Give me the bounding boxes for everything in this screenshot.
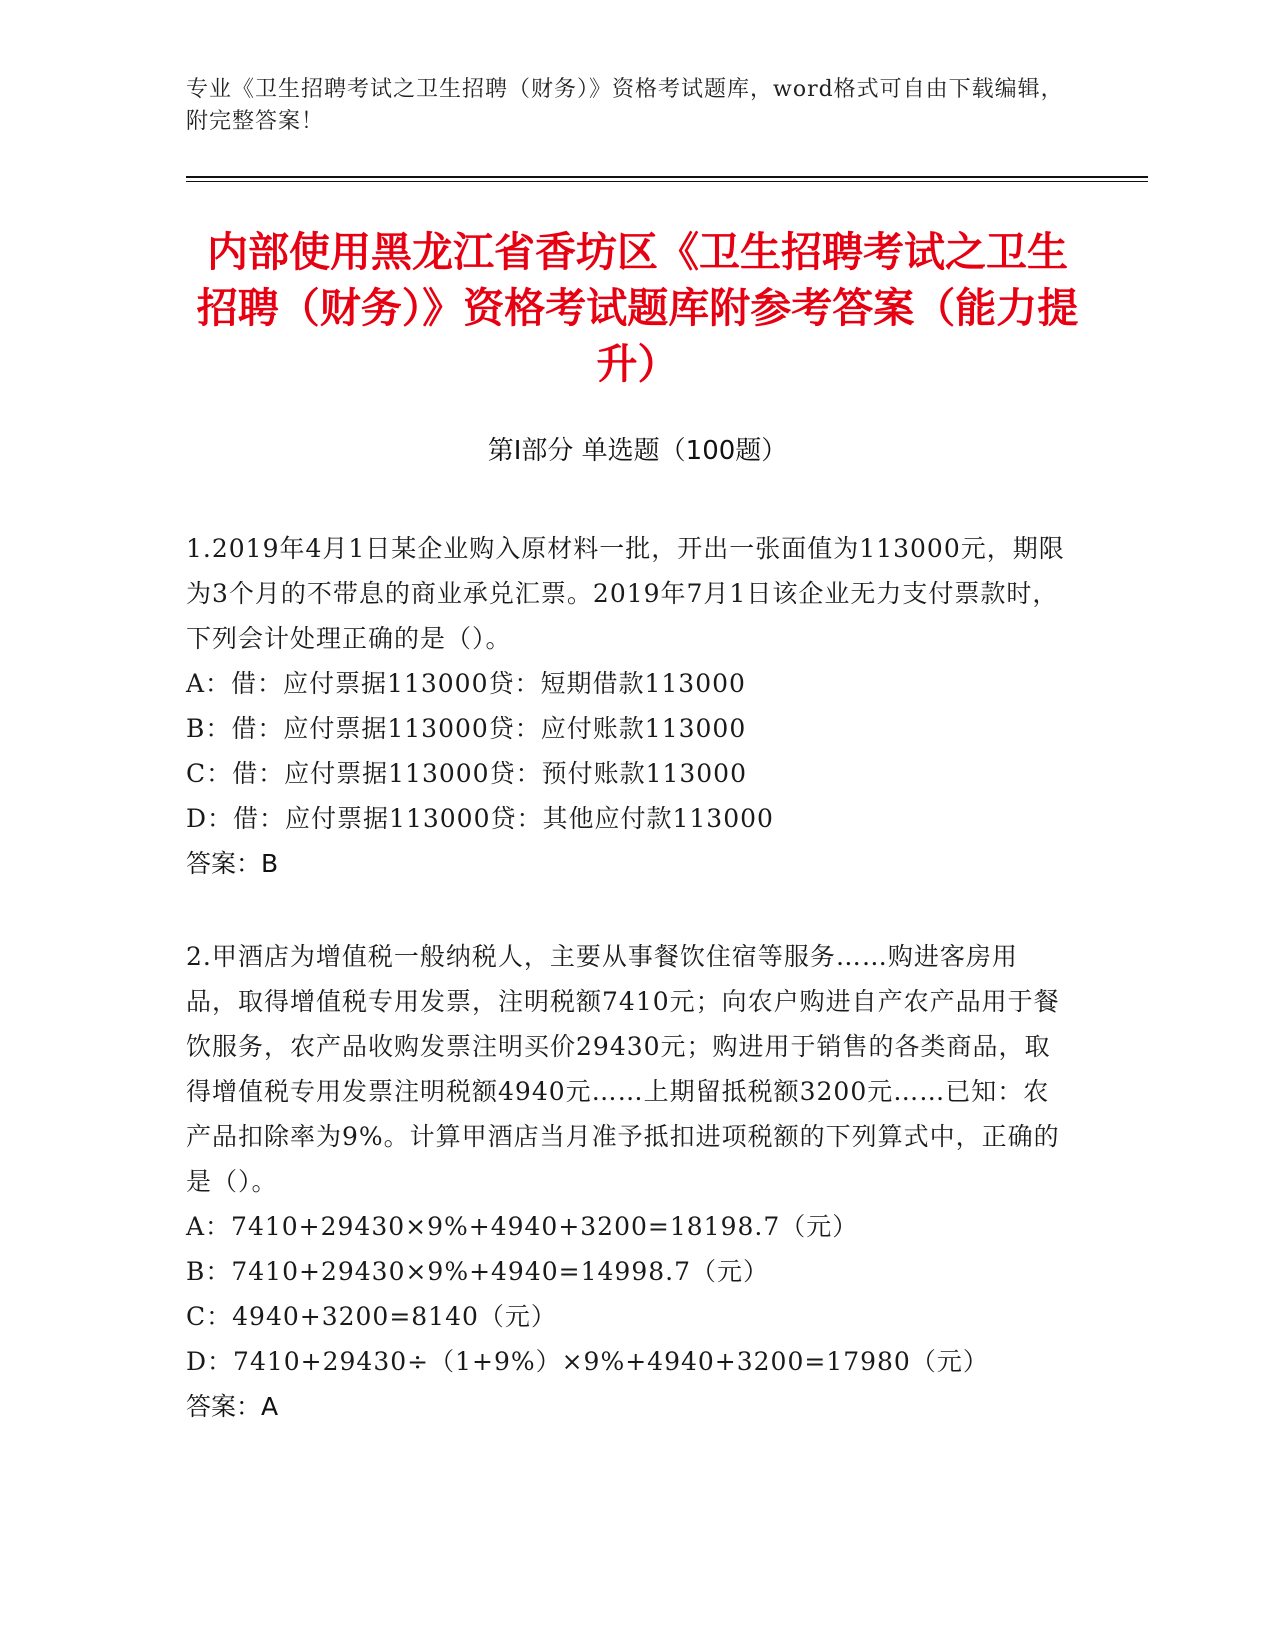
document-title: 内部使用黑龙江省香坊区《卫生招聘考试之卫生招聘（财务）》资格考试题库附参考答案（能力提升） <box>196 228 1079 388</box>
answer-label: 答案：A <box>186 1392 279 1421</box>
option-a: A：7410+29430×9%+4940+3200=18198.7（元） <box>186 1212 859 1241</box>
section-title: 第Ⅰ部分 单选题（100题） <box>487 436 788 466</box>
question-2 <box>186 934 1066 1429</box>
header-divider-thick <box>186 176 1148 178</box>
header-note: 专业《卫生招聘考试之卫生招聘（财务）》资格考试题库，word格式可自由下载编辑，附完整答案！ <box>186 77 1064 134</box>
question-stem: 2.甲酒店为增值税一般纳税人，主要从事餐饮住宿等服务……购进客房用品，取得增值税专用发票，注明税额7410元；向农户购进自产农产品用于餐饮服务，农产品收购发票注明买价29430元；购进用于销售的各类商品，取得增值税专用发票注明税额4940元……上期留抵税额3200元……已知：农产品扣除率为9%。计算甲酒店当月准予抵扣进项税额的下列算式中，正确的是（）。 <box>186 942 1060 1196</box>
question-1 <box>186 526 1066 886</box>
option-b: B：7410+29430×9%+4940=14998.7（元） <box>186 1257 769 1286</box>
option-c: C：借：应付票据113000贷：预付账款113000 <box>186 759 747 788</box>
answer-label: 答案：B <box>186 849 279 878</box>
header-divider-thin <box>186 181 1148 182</box>
option-c: C：4940+3200=8140（元） <box>186 1302 557 1331</box>
option-b: B：借：应付票据113000贷：应付账款113000 <box>186 714 747 743</box>
option-d: D：7410+29430÷（1+9%）×9%+4940+3200=17980（元） <box>186 1347 989 1376</box>
question-stem: 1.2019年4月1日某企业购入原材料一批，开出一张面值为113000元，期限为3个月的不带息的商业承兑汇票。2019年7月1日该企业无力支付票款时，下列会计处理正确的是（）。 <box>186 534 1065 653</box>
option-a: A：借：应付票据113000贷：短期借款113000 <box>186 669 746 698</box>
option-d: D：借：应付票据113000贷：其他应付款113000 <box>186 804 774 833</box>
